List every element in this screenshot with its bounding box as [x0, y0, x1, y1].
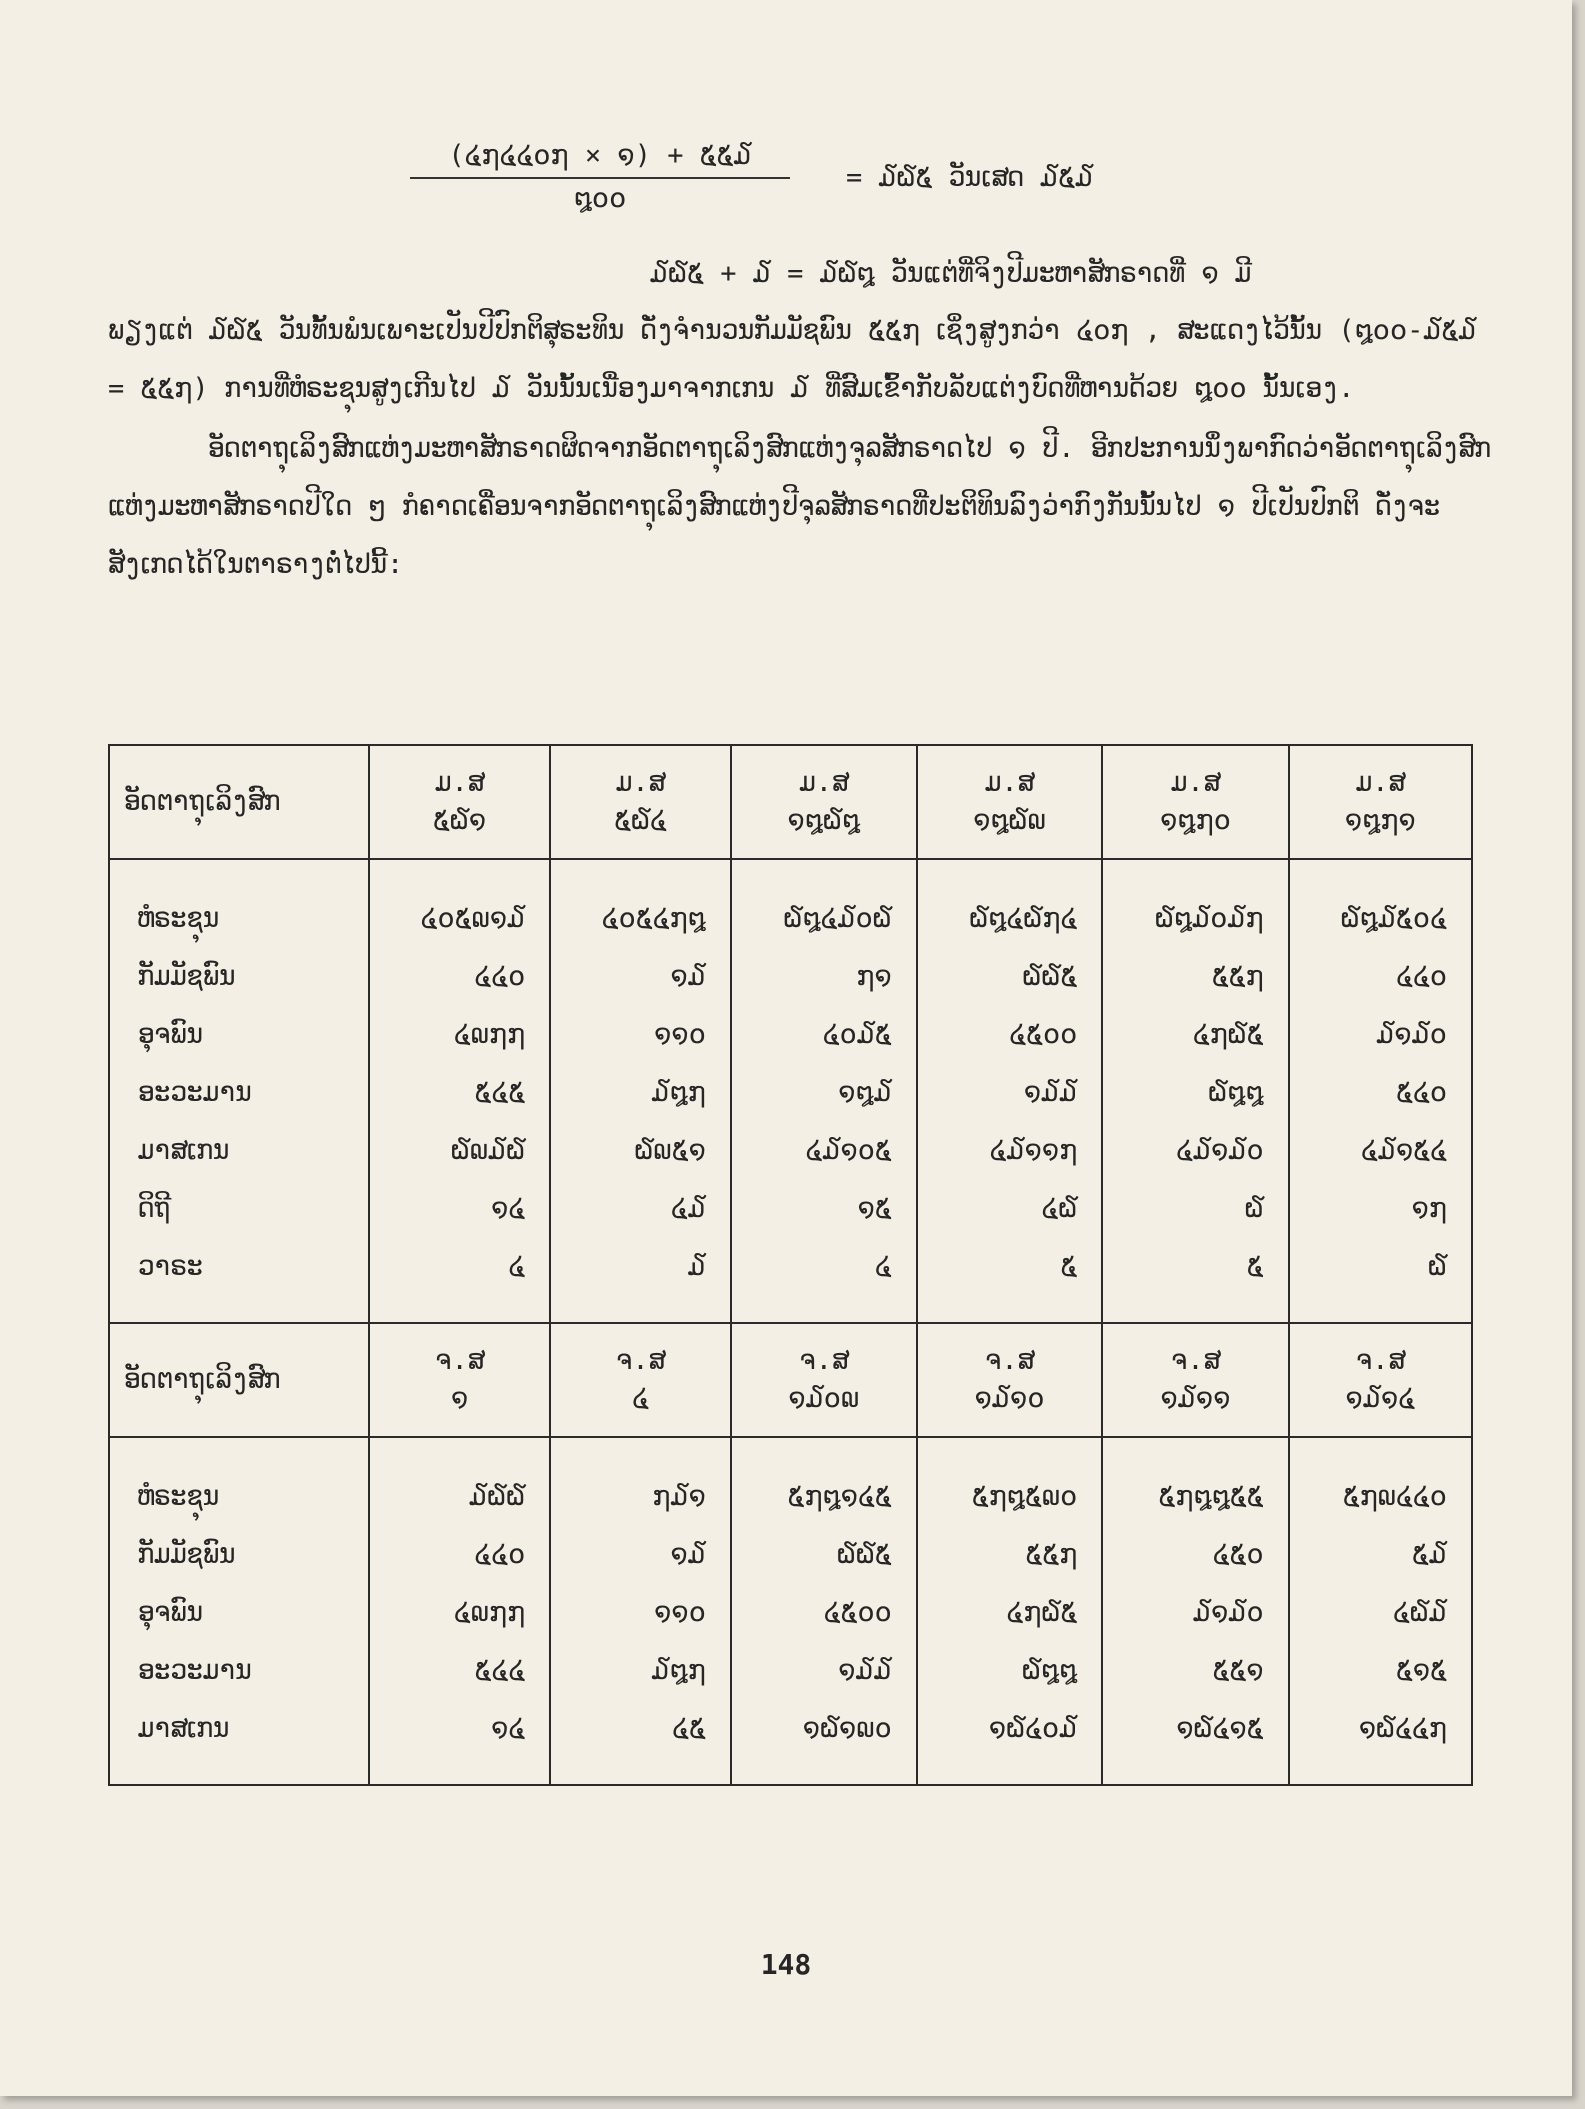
table-value: ໓໑໓໐	[1192, 1597, 1264, 1628]
section-label: ອັດຕາຖຸເລິງສົກ	[109, 745, 369, 859]
table-value: ໖໙໓໖	[450, 1135, 526, 1166]
table-body-row	[109, 859, 1472, 1323]
table-value: ໓	[687, 1251, 706, 1282]
table-value: ໕໕໗	[1211, 961, 1264, 992]
table-value: ໗໑	[856, 961, 892, 992]
calendar-rate-table	[108, 744, 1473, 1786]
table-value: ໔໕໐໐	[1009, 1019, 1078, 1050]
table-value: ໖໘໘	[1021, 1655, 1078, 1686]
table-value: ໔໖	[1041, 1193, 1078, 1224]
values-cell	[369, 859, 550, 1323]
table-value: ໑໑໐	[654, 1597, 706, 1628]
era-abbrev: ຈ.ສ	[435, 1345, 485, 1376]
table-value: ໔໕໐	[1212, 1539, 1264, 1570]
era-abbrev: ມ.ສ	[799, 767, 849, 798]
table-value: ໖໙໕໑	[634, 1135, 706, 1166]
table-value: ໕໔໐	[1396, 1077, 1447, 1108]
year-header	[1102, 1323, 1288, 1437]
row-label: ອະວະມານ	[138, 1655, 252, 1686]
table-value: ໖໘໔໖໗໔	[969, 903, 1078, 934]
formula-result: = ໓໖໕ ວັນເສດ ໓໕໓	[846, 162, 1094, 193]
values-cell	[731, 1437, 917, 1785]
year-number: ໑໘໗໑	[1344, 805, 1416, 836]
table-value: ໔໙໗໗	[453, 1019, 526, 1050]
year-header	[917, 1323, 1103, 1437]
table-value: ໕໔໔	[474, 1655, 526, 1686]
table-value: ໕໗໙໔໔໐	[1342, 1481, 1447, 1512]
table-value: ໔໔໐	[474, 961, 526, 992]
era-abbrev: ຈ.ສ	[1171, 1345, 1220, 1376]
table-value: ໔໐໕໔໗໘	[601, 903, 706, 934]
table-value: ໕໔໕	[474, 1077, 526, 1108]
table-header-row	[109, 745, 1472, 859]
row-label: ອະວະມານ	[138, 1077, 252, 1108]
table-value: ໑໕	[857, 1193, 892, 1224]
table-value: ໗໓໑	[652, 1481, 706, 1512]
values-cell	[917, 859, 1103, 1323]
table-value: ໕໗໘໑໔໕	[787, 1481, 892, 1512]
year-number: ໕໖໑	[433, 805, 487, 836]
year-number: ໑໘໖໘	[787, 805, 861, 836]
table-value: ໔໕໐໐	[823, 1597, 892, 1628]
table-value: ໔໕	[672, 1713, 706, 1744]
paragraph-1: ພຽງແຕ່ ໓໖໕ ວັນທັ້ນພໍນເພາະເປັນປີປົກຕິສຸຣະທິນ ດັ່ງຈຳນວນກັມມັຊພົນ ໕໕໗ ເຊິ່ງສູງກວ່າ ໔໐໗ , ສະແດງໄວ້ນັ້ນ (໘໐໐-໓໕໓ = ໕໕໗) ການທີ່ຫໍຣະຊຸນສູງເກີນໄປ ໓ ວັນນັ້ນເນື່ອງມາຈາກເກນ ໓ ທີ່ສົມເຂົ້າກັບລັບແຕ່ງບົດທີ່ຫານດ້ວຍ ໘໐໐ ນັ້ນເອງ.	[108, 315, 1477, 404]
row-label: ວາຣະ	[138, 1251, 204, 1282]
table-value: ໔໖໓	[1393, 1597, 1447, 1628]
table-value: ໑໘໓	[838, 1077, 892, 1108]
era-abbrev: ມ.ສ	[435, 767, 485, 798]
year-header	[369, 745, 550, 859]
table-value: ໑໔	[491, 1713, 526, 1744]
row-label: ອຸຈພົນ	[138, 1597, 204, 1628]
table-value: ໔໓	[670, 1193, 706, 1224]
year-number: ໔	[632, 1383, 649, 1414]
table-value: ໓໘໗	[651, 1077, 706, 1108]
year-number: ໑໓໑໔	[1345, 1383, 1416, 1414]
table-value: ໑໔	[491, 1193, 526, 1224]
row-label: ຫໍຣະຊຸນ	[138, 903, 220, 934]
era-abbrev: ມ.ສ	[1171, 767, 1220, 798]
table-value: ໑໖໔໑໕	[1176, 1713, 1264, 1744]
row-labels-cell	[109, 859, 369, 1323]
table-value: ໑໓	[670, 1539, 706, 1570]
year-header	[550, 1323, 731, 1437]
values-cell	[1289, 859, 1472, 1323]
year-header	[369, 1323, 550, 1437]
values-cell	[917, 1437, 1103, 1785]
year-header	[731, 1323, 917, 1437]
table-value: ໖໘໔໓໐໖	[783, 903, 892, 934]
table-value: ໓໘໗	[651, 1655, 706, 1686]
table-section-great-era	[109, 745, 1472, 1323]
era-abbrev: ມ.ສ	[616, 767, 665, 798]
table-value: ໑໖໔໔໗	[1358, 1713, 1447, 1744]
year-header	[731, 745, 917, 859]
values-cell	[1102, 1437, 1288, 1785]
year-header	[1289, 1323, 1472, 1437]
table-value: ໑໓໓	[838, 1655, 892, 1686]
table-value: ໖	[1244, 1193, 1264, 1224]
table-value: ໕໓	[1412, 1539, 1447, 1570]
row-label: ມາສເກນ	[138, 1135, 230, 1166]
year-header	[1289, 745, 1472, 859]
year-header	[550, 745, 731, 859]
page-number: 148	[760, 1948, 812, 1981]
table-value: ໔໓໑໕໔	[1360, 1135, 1447, 1166]
era-abbrev: ມ.ສ	[985, 767, 1034, 798]
year-number: ໑	[450, 1383, 469, 1414]
table-value: ໔	[508, 1251, 526, 1282]
table-value: ໕໕໗	[1025, 1539, 1078, 1570]
paragraph-2: ອັດຕາຖຸເລິງສົກແຫ່ງມະຫາສັກຣາດຜິດຈາກອັດຕາຖຸເລິງສົກແຫ່ງຈຸລສັກຣາດໄປ ໑ ປີ. ອີກປະການນຶ່ງພາກົດວ່າອັດຕາຖຸເລິງສົກແຫ່ງມະຫາສັກຣາດປີໃດ ໆ ກໍຄາດເຄື່ອນຈາກອັດຕາຖຸເລິງສົກແຫ່ງປີຈຸລສັກຣາດທີ່ປະຕິທິນລົງວ່າກົງກັນນັ້ນໄປ ໑ ປີເປັນປົກຕິ ດັ່ງຈະສັງເກດໄດ້ໃນຕາຣາງຕໍ່ໄປນີ້:	[108, 433, 1492, 580]
table-value: ໑໑໐	[654, 1019, 706, 1050]
row-label: ມາສເກນ	[138, 1713, 230, 1744]
table-value: ໖໘໓໕໐໔	[1340, 903, 1447, 934]
table-value: ໕໗໘໕໙໐	[971, 1481, 1078, 1512]
table-value: ໖໖໕	[836, 1539, 892, 1570]
values-cell	[550, 859, 731, 1323]
table-value: ໖໘໓໐໓໗	[1155, 903, 1264, 934]
table-value: ໔໐໕໙໑໓	[420, 903, 526, 934]
year-number: ໑໘໗໐	[1160, 805, 1231, 836]
table-value: ໑໗	[1411, 1193, 1447, 1224]
table-value: ໔	[874, 1251, 892, 1282]
table-value: ໕໑໕	[1395, 1655, 1447, 1686]
year-number: ໑໓໑໐	[974, 1383, 1045, 1414]
values-cell	[369, 1437, 550, 1785]
year-header	[1102, 745, 1288, 859]
table-value: ໔໓໑໐໕	[805, 1135, 892, 1166]
year-number: ໑໓໑໑	[1160, 1383, 1231, 1414]
table-value: ໖	[1428, 1251, 1447, 1282]
year-header	[917, 745, 1103, 859]
values-cell	[550, 1437, 731, 1785]
table-value: ໑໖໔໐໓	[988, 1713, 1078, 1744]
table-value: ໔໙໗໗	[453, 1597, 526, 1628]
table-value: ໔໓໑໑໗	[989, 1135, 1078, 1166]
table-value: ໔໔໐	[1396, 961, 1447, 992]
section-label: ອັດຕາຖຸເລິງສົກ	[109, 1323, 369, 1437]
values-cell	[1289, 1437, 1472, 1785]
table-value: ໖໖໕	[1022, 961, 1078, 992]
row-label: ຫໍຣະຊຸນ	[138, 1481, 220, 1512]
values-cell	[1102, 859, 1288, 1323]
table-value: ໖໘໘	[1208, 1077, 1264, 1108]
table-value: ໕	[1060, 1251, 1078, 1282]
year-number: ໕໖໔	[614, 805, 667, 836]
fraction	[410, 140, 790, 214]
year-number: ໑໘໖໙	[973, 805, 1046, 836]
fraction-denominator: ໘໐໐	[573, 183, 627, 214]
row-label: ດິຖີ	[138, 1193, 171, 1224]
row-labels-cell	[109, 1437, 369, 1785]
table-value: ໔໗໖໕	[1192, 1019, 1264, 1050]
table-value: ໔໔໐	[474, 1539, 526, 1570]
values-cell	[731, 859, 917, 1323]
fraction-numerator: (໔໗໔໔໐໗ × ໑) + ໕໕໓	[410, 140, 790, 179]
table-value: ໑໖໑໙໐	[802, 1713, 892, 1744]
table-header-row	[109, 1323, 1472, 1437]
table-section-lesser-era	[109, 1323, 1472, 1785]
row-label: ກັມມັຊພົນ	[138, 1539, 236, 1570]
table-value: ໑໓໓	[1023, 1077, 1078, 1108]
era-abbrev: ຈ.ສ	[985, 1345, 1034, 1376]
row-label: ກັມມັຊພົນ	[138, 961, 236, 992]
table-value: ໓໑໓໐	[1376, 1019, 1447, 1050]
era-abbrev: ຈ.ສ	[616, 1345, 665, 1376]
table-value: ໔໐໓໕	[822, 1019, 892, 1050]
table-value: ໕໗໘໘໕໕	[1158, 1481, 1264, 1512]
row-label: ອຸຈພົນ	[138, 1019, 204, 1050]
year-number: ໑໓໐໙	[788, 1383, 860, 1414]
table-value: ໕໕໑	[1212, 1655, 1264, 1686]
era-abbrev: ຈ.ສ	[1355, 1345, 1405, 1376]
equation-line: ໓໖໕ + ໓ = ໓໖໘ ວັນແຕ່ທີ່ຈິງປີມະຫາສັກຣາດທີ່ ໑ ມີ	[650, 258, 1252, 289]
table-body-row	[109, 1437, 1472, 1785]
table-value: ໑໓	[670, 961, 706, 992]
table-value: ໔໓໑໓໐	[1176, 1135, 1264, 1166]
era-abbrev: ຈ.ສ	[799, 1345, 849, 1376]
era-abbrev: ມ.ສ	[1355, 767, 1405, 798]
table-value: ໔໗໖໕	[1006, 1597, 1078, 1628]
table-value: ໓໖໖	[469, 1481, 526, 1512]
table-value: ໕	[1246, 1251, 1264, 1282]
